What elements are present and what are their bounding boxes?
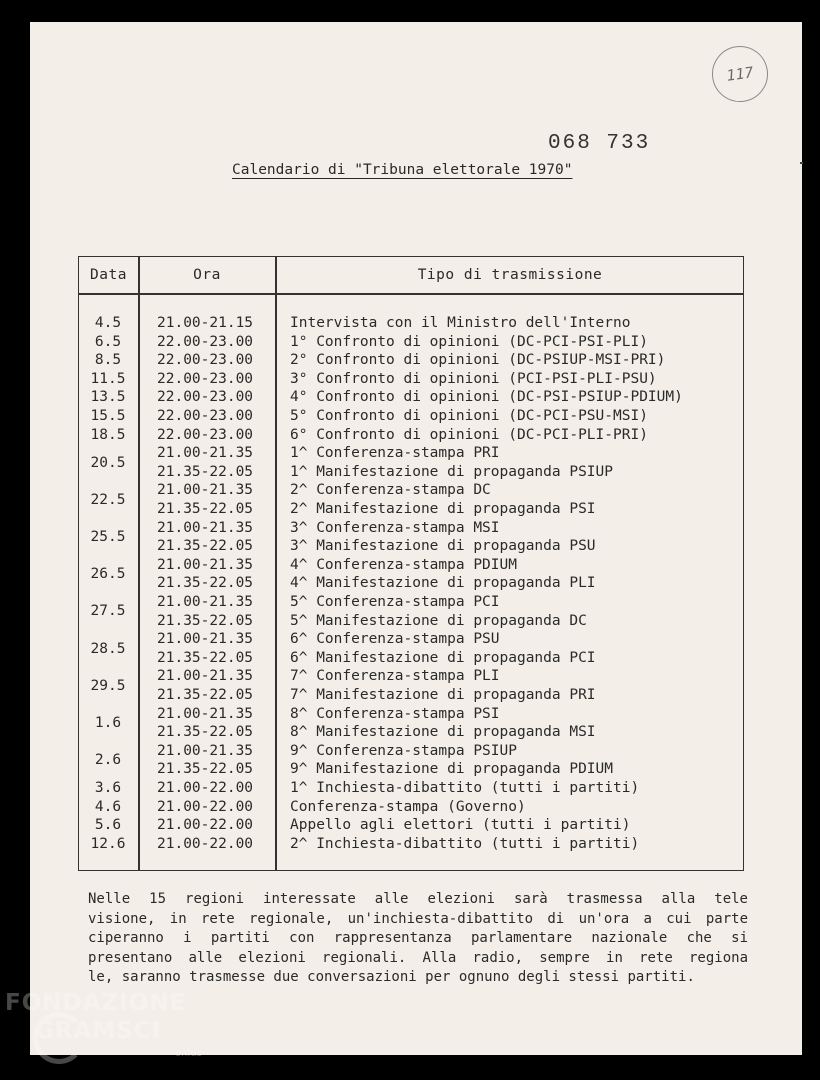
table-cell-time: 21.00-21.35 xyxy=(157,556,254,573)
table-cell-type: 6^ Conferenza-stampa PSU xyxy=(290,631,500,648)
table-cell-date: 3.6 xyxy=(94,780,122,796)
table-cell-time: 21.00-22.00 xyxy=(157,798,254,815)
table-cell-type: 7^ Conferenza-stampa PLI xyxy=(290,668,500,685)
table-cell-time: 21.00-21.35 xyxy=(157,594,254,610)
table-cell-time: 21.35-22.05 xyxy=(157,761,254,778)
table-cell-type: 8^ Conferenza-stampa PSI xyxy=(290,705,500,722)
table-cell-time: 21.00-21.35 xyxy=(157,705,254,722)
table-cell-time: 21.00-22.00 xyxy=(157,817,254,834)
table-cell-date: 4.5 xyxy=(94,315,122,331)
column-divider xyxy=(275,257,277,870)
table-cell-time: 22.00-23.00 xyxy=(157,333,254,350)
table-cell-type: 3^ Conferenza-stampa MSI xyxy=(290,519,500,536)
table-cell-time: 22.00-23.00 xyxy=(157,352,254,369)
footnote-line: visione, in rete regionale, un'inchiesta-dibattito di un'ora a cui parte xyxy=(88,910,748,927)
table-cell-type: Intervista con il Ministro dell'Interno xyxy=(290,315,631,331)
table-cell-time: 21.35-22.05 xyxy=(157,724,254,741)
table-cell-time: 21.00-21.35 xyxy=(157,742,254,759)
table-cell-type: 9^ Conferenza-stampa PSIUP xyxy=(290,742,517,759)
table-cell-time: 22.00-23.00 xyxy=(157,426,254,443)
table-cell-time: 21.00-21.35 xyxy=(157,519,254,536)
table-cell-date: 15.5 xyxy=(90,408,126,424)
footnote-line: Nelle 15 regioni interessate alle elezioni sarà trasmessa alla tele xyxy=(88,891,748,907)
table-cell-type: 5^ Manifestazione di propaganda DC xyxy=(290,612,587,629)
table-cell-type: 5^ Conferenza-stampa PCI xyxy=(290,594,500,610)
document-title: Calendario di "Tribuna elettorale 1970" xyxy=(232,162,573,178)
table-cell-type: 2^ Inchiesta-dibattito (tutti i partiti) xyxy=(290,835,640,852)
table-cell-type: 7^ Manifestazione di propaganda PRI xyxy=(290,687,596,703)
table-cell-type: 6° Confronto di opinioni (DC-PCI-PLI-PRI) xyxy=(290,426,648,443)
table-cell-time: 21.00-22.00 xyxy=(157,835,254,852)
table-cell-time: 21.00-21.35 xyxy=(157,631,254,648)
table-cell-type: 2^ Manifestazione di propaganda PSI xyxy=(290,501,596,517)
document-number: 068 733 xyxy=(548,132,651,155)
table-cell-time: 21.35-22.05 xyxy=(157,501,254,517)
table-cell-type: 4° Confronto di opinioni (DC-PSI-PSIUP-PDIUM) xyxy=(290,389,683,406)
table-cell-time: 21.35-22.05 xyxy=(157,612,254,629)
table-cell-time: 21.35-22.05 xyxy=(157,575,254,592)
table-cell-date: 2.6 xyxy=(94,752,122,769)
table-cell-date: 26.5 xyxy=(90,566,126,583)
table-cell-type: 2° Confronto di opinioni (DC-PSIUP-MSI-PRI) xyxy=(290,352,666,369)
table-cell-date: 4.6 xyxy=(94,798,122,815)
footnote-line: presentano alle elezioni regionali. Alla radio, sempre in rete regiona xyxy=(88,949,748,966)
footnote-paragraph xyxy=(88,890,748,988)
table-cell-type: Conferenza-stampa (Governo) xyxy=(290,798,526,815)
table-cell-time: 22.00-23.00 xyxy=(157,370,254,387)
column-divider xyxy=(138,257,140,870)
table-cell-time: 22.00-23.00 xyxy=(157,408,254,424)
watermark-line-3: onlus xyxy=(175,1048,202,1059)
table-cell-date: 20.5 xyxy=(90,454,126,471)
margin-mark xyxy=(800,162,803,164)
table-cell-time: 21.35-22.05 xyxy=(157,463,254,480)
table-cell-time: 22.00-23.00 xyxy=(157,389,254,406)
header-divider xyxy=(79,293,743,295)
table-cell-date: 27.5 xyxy=(90,603,126,620)
watermark-line-2: GRAMSCI xyxy=(35,1018,162,1044)
table-cell-type: 5° Confronto di opinioni (DC-PCI-PSU-MSI) xyxy=(290,408,648,424)
table-cell-time: 21.35-22.05 xyxy=(157,687,254,703)
table-cell-date: 28.5 xyxy=(90,640,126,657)
table-cell-time: 21.00-21.15 xyxy=(157,315,254,331)
stamp-number: 117 xyxy=(725,63,755,85)
footnote-line: ciperanno i partiti con rappresentanza parlamentare nazionale che si xyxy=(88,930,748,946)
footnote-line: le, saranno trasmesse due conversazioni per ognuno degli stessi partiti. xyxy=(88,969,695,985)
table-cell-type: 4^ Conferenza-stampa PDIUM xyxy=(290,556,517,573)
table-cell-time: 21.00-21.35 xyxy=(157,482,254,499)
table-cell-type: 2^ Conferenza-stampa DC xyxy=(290,482,491,499)
table-cell-time: 21.00-21.35 xyxy=(157,445,254,462)
header-date: Data xyxy=(90,267,127,283)
table-cell-type: 1^ Inchiesta-dibattito (tutti i partiti) xyxy=(290,780,640,796)
table-cell-date: 29.5 xyxy=(90,677,126,694)
table-cell-date: 13.5 xyxy=(90,389,126,406)
watermark-line-1: FONDAZIONE xyxy=(5,990,187,1016)
table-cell-date: 1.6 xyxy=(94,714,122,731)
table-cell-time: 21.35-22.05 xyxy=(157,649,254,666)
table-cell-date: 8.5 xyxy=(94,352,122,369)
table-cell-type: 3° Confronto di opinioni (PCI-PSI-PLI-PSU) xyxy=(290,370,657,387)
table-cell-date: 6.5 xyxy=(94,333,122,350)
table-cell-type: 1^ Manifestazione di propaganda PSIUP xyxy=(290,463,614,480)
table-cell-type: 3^ Manifestazione di propaganda PSU xyxy=(290,538,596,555)
table-cell-type: 9^ Manifestazione di propaganda PDIUM xyxy=(290,761,614,778)
table-cell-time: 21.35-22.05 xyxy=(157,538,254,555)
table-cell-type: 1° Confronto di opinioni (DC-PCI-PSI-PLI) xyxy=(290,333,648,350)
table-cell-type: 1^ Conferenza-stampa PRI xyxy=(290,445,500,462)
table-cell-type: 4^ Manifestazione di propaganda PLI xyxy=(290,575,596,592)
header-time: Ora xyxy=(193,267,221,283)
table-cell-date: 25.5 xyxy=(90,528,126,545)
table-cell-type: 8^ Manifestazione di propaganda MSI xyxy=(290,724,596,741)
table-cell-type: Appello agli elettori (tutti i partiti) xyxy=(290,817,631,834)
table-cell-type: 6^ Manifestazione di propaganda PCI xyxy=(290,649,596,666)
table-cell-date: 22.5 xyxy=(90,491,126,508)
header-type: Tipo di trasmissione xyxy=(417,267,603,283)
table-cell-date: 5.6 xyxy=(94,817,122,834)
table-cell-date: 18.5 xyxy=(90,426,126,443)
schedule-table xyxy=(78,256,744,871)
table-cell-time: 21.00-21.35 xyxy=(157,668,254,685)
fondazione-gramsci-watermark xyxy=(5,990,215,1070)
table-cell-date: 12.6 xyxy=(90,835,126,852)
table-cell-time: 21.00-22.00 xyxy=(157,780,254,796)
table-cell-date: 11.5 xyxy=(90,370,126,387)
